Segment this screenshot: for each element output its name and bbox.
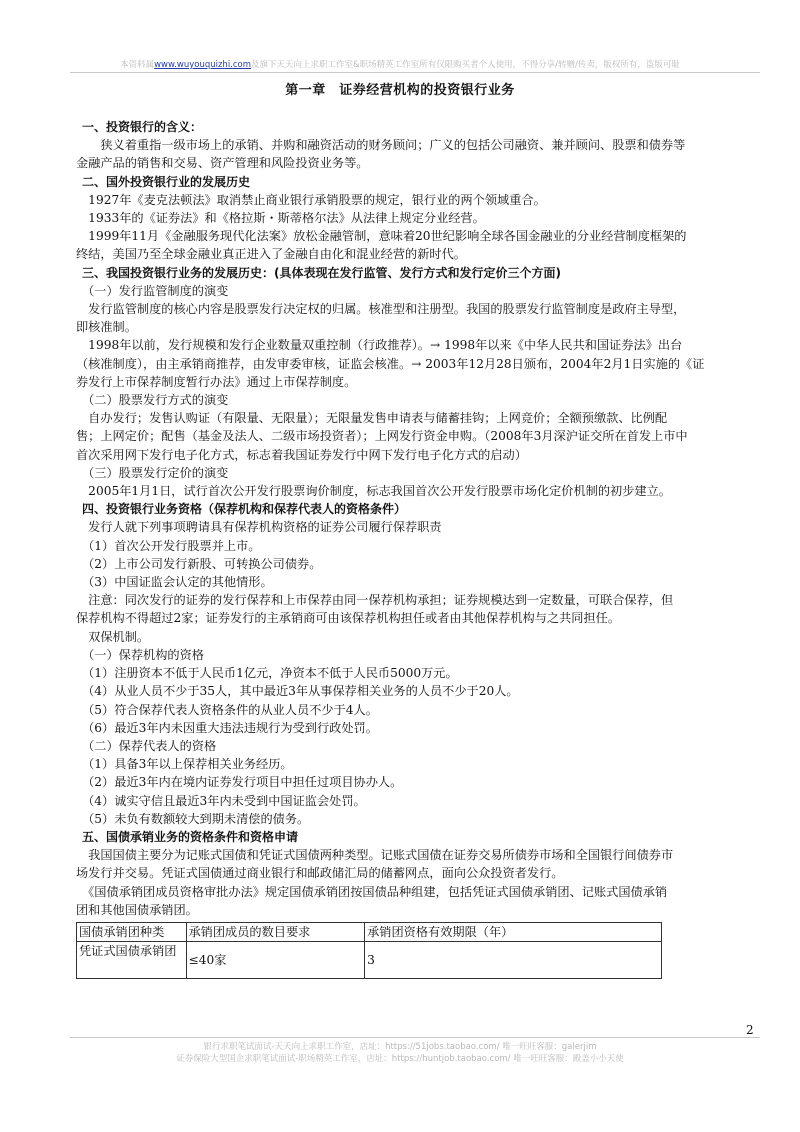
body-line: （二）保荐代表人的资格: [76, 738, 217, 753]
body-line: （2）最近3年内在境内证券发行项目中担任过项目协办人。: [76, 775, 403, 790]
document-body: [76, 118, 762, 979]
header-prefix: 本资料属: [120, 60, 155, 70]
body-line: （5）未负有数额较大到期未清偿的债务。: [76, 811, 310, 826]
body-line: 2005年1月1日，试行首次公开发行股票询价制度，标志我国首次公开发行股票市场化定价机制的初步建立。: [76, 484, 671, 499]
body-line: 券发行上市保荐制度暂行办法》通过上市保荐制度。: [76, 374, 357, 389]
footer-line-2: 证券保险大型国企求职笔试面试-职场精英工作室，店址：https://huntjob.taobao.com/ 唯一旺旺客服：殿盖小小天使: [176, 1054, 624, 1064]
footer-line-1: 银行求职笔试面试-天天向上求职工作室，店址：https://51jobs.taobao.com/ 唯一旺旺客服：galerjim: [203, 1042, 597, 1052]
body-line: （4）诚实守信且最近3年内未受到中国证监会处罚。: [76, 793, 366, 808]
body-line: （1）具备3年以上保荐相关业务经历。: [76, 757, 293, 772]
table-row: [77, 941, 662, 978]
body-line: （二）股票发行方式的演变: [76, 393, 229, 408]
table-cell: 凭证式国债承销团: [77, 941, 187, 978]
table-header-cell: 承销团成员的数目要求: [186, 922, 365, 941]
table-header-cell: 承销团资格有效期限（年）: [365, 922, 662, 941]
body-line: 即核准制。: [76, 320, 137, 335]
body-line: （一）保荐机构的资格: [76, 647, 204, 662]
body-line: 团和其他国债承销团。: [76, 902, 198, 917]
body-line: 保荐机构不得超过2家；证券发行的主承销商可由该保荐机构担任或者由其他保荐机构与之共同担任。: [76, 611, 621, 626]
page-header-notice: [0, 58, 800, 70]
table-cell: 3: [365, 941, 662, 978]
section-heading: 二、国外投资银行业的发展历史: [82, 174, 251, 189]
header-rule: [70, 72, 760, 73]
body-line: 1933年的《证券法》和《格拉斯・斯蒂格尔法》从法律上规定分业经营。: [76, 211, 485, 226]
body-line: 1999年11月《金融服务现代化法案》放松金融管制，意味着20世纪影响全球各国金融业的分业经营制度框架的: [76, 229, 687, 244]
table-cell: ≤40家: [186, 941, 365, 978]
body-line: （一）发行监管制度的演变: [76, 283, 229, 298]
body-line: 金融产品的销售和交易、资产管理和风险投资业务等。: [76, 156, 369, 171]
body-line: 发行监管制度的核心内容是股票发行决定权的归属。核准型和注册型。我国的股票发行监管制度是政府主导型，: [76, 302, 686, 317]
body-line: 自办发行；发售认购证（有限量、无限量）；无限量发售申请表与储蓄挂钩；上网竞价；全额预缴款、比例配: [76, 411, 668, 426]
body-line: （6）最近3年内未因重大违法违规行为受到行政处罚。: [76, 720, 378, 735]
table-header-cell: 国债承销团种类: [77, 922, 187, 941]
body-line: 场发行并交易。凭证式国债通过商业银行和邮政储汇局的储蓄网点，面向公众投资者发行。: [76, 866, 564, 881]
section-heading: 五、国债承销业务的资格条件和资格申请: [82, 829, 299, 844]
body-line: 我国国债主要分为记账式国债和凭证式国债两种类型。记账式国债在证券交易所债券市场和全国银行间债券市: [76, 848, 674, 863]
body-line: 《国债承销团成员资格审批办法》规定国债承销团按国债品种组建，包括凭证式国债承销团、记账式国债承销: [76, 884, 668, 899]
body-line: 终结，美国乃至全球金融业真正进入了金融自由化和混业经营的新时代。: [76, 247, 466, 262]
body-line: 发行人就下列事项聘请具有保荐机构资格的证券公司履行保荐职责: [76, 520, 442, 535]
body-line: （3）中国证监会认定的其他情形。: [76, 575, 273, 590]
header-link[interactable]: www.wuyouquizhi.com: [154, 60, 252, 70]
body-line: （2）上市公司发行新股、可转换公司债券。: [76, 556, 322, 571]
body-line: （1）首次公开发行股票并上市。: [76, 538, 261, 553]
body-line: 注意：同次发行的证券的发行保荐和上市保荐由同一保荐机构承担；证券规模达到一定数量，可联合保荐，但: [76, 593, 674, 608]
body-line: （核准制度），由主承销商推荐，由发审委审核，证监会核准。→ 2003年12月28日颁布，2004年2月1日实施的《证: [76, 356, 705, 371]
chapter-title: 第一章 证券经营机构的投资银行业务: [285, 83, 515, 98]
body-line: 1927年《麦克法顿法》取消禁止商业银行承销股票的规定，银行业的两个领域重合。: [76, 192, 546, 207]
bond-syndicate-table: [76, 922, 662, 979]
header-suffix: 及旗下天天向上求职工作室&职场精英工作室所有仅限购买者个人使用，不得分享/转赠/传卖，版权所有，盗版可耻: [251, 60, 680, 70]
body-line: 售；上网定价；配售（基金及法人、二级市场投资者）；上网发行资金申购。（2008年3月深沪证交所在首发上市中: [76, 429, 688, 444]
section-heading: 一、投资银行的含义：: [82, 120, 203, 134]
body-line: 双保机制。: [76, 629, 150, 644]
section-heading: 三、我国投资银行业务的发展历史：(具体表现在发行监管、发行方式和发行定价三个方面): [82, 265, 561, 280]
body-line: （1）注册资本不低于人民币1亿元，净资本不低于人民币5000万元。: [76, 666, 458, 681]
section-heading: 四、投资银行业务资格（保荐机构和保荐代表人的资格条件）: [82, 502, 407, 517]
body-line: （5）符合保荐代表人资格条件的从业人员不少于4人。: [76, 702, 378, 717]
body-line: 狭义着重指一级市场上的承销、并购和融资活动的财务顾问；广义的包括公司融资、兼并顾问、股票和债券等: [76, 138, 686, 153]
body-line: （4）从业人员不少于35人，其中最近3年从事保荐相关业务的人员不少于20人。: [76, 684, 519, 699]
page-number: 2: [746, 1023, 754, 1037]
body-line: 1998年以前，发行规模和发行企业数量双重控制（行政推荐）。→ 1998年以来《中华人民共和国证券法》出台: [76, 338, 683, 353]
body-line: 首次采用网下发行电子化方式，标志着我国证券发行中网下发行电子化方式的启动）: [76, 447, 527, 462]
table-header-row: [77, 922, 662, 941]
footer-rule: [70, 1037, 760, 1038]
body-line: （三）股票发行定价的演变: [76, 465, 229, 480]
